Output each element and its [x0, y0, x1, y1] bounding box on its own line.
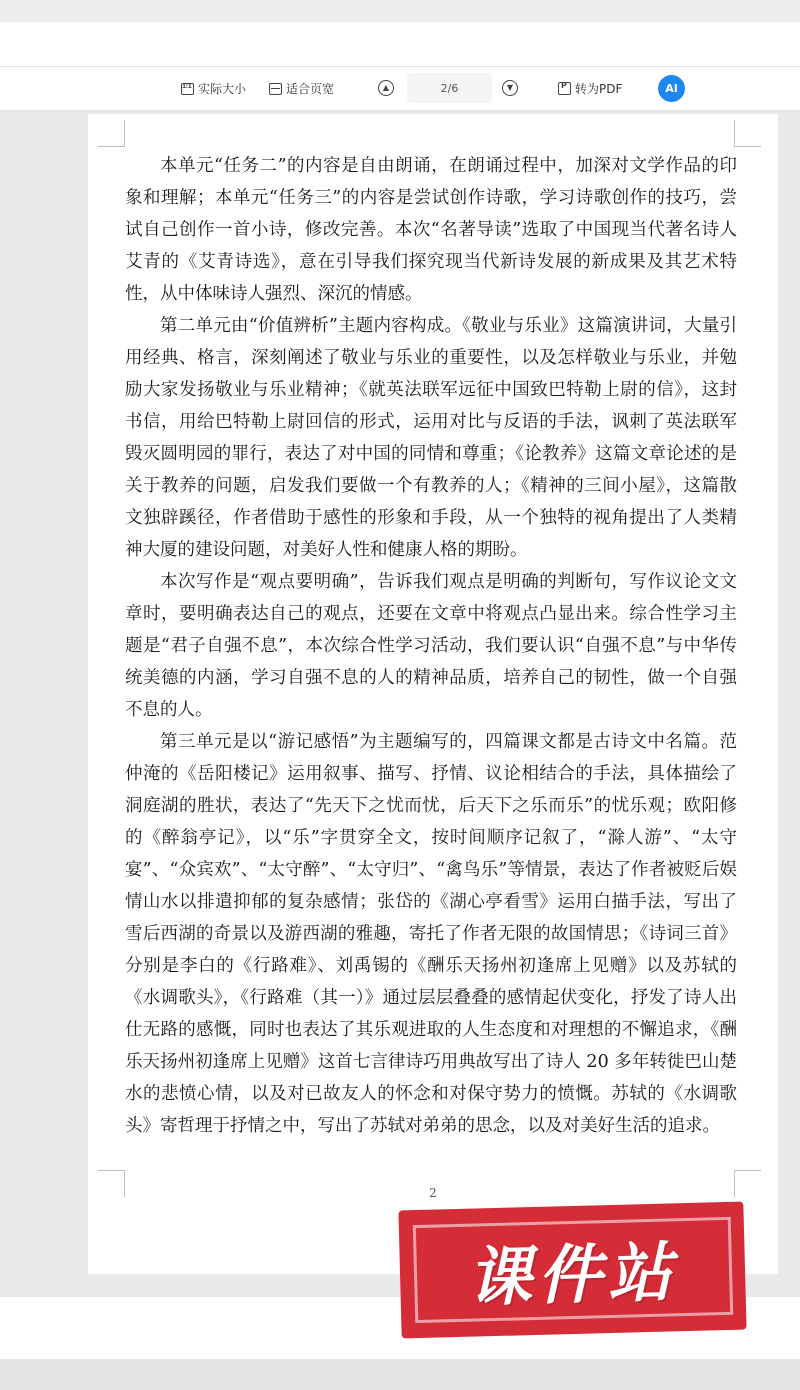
page-number: 2: [429, 1186, 437, 1200]
title-area: [0, 22, 800, 67]
watermark-text: 课件站: [466, 1236, 679, 1316]
watermark-frame: [412, 1217, 732, 1323]
bottom-status-bar: [0, 1360, 800, 1390]
ai-icon: AI: [665, 82, 678, 95]
crop-mark-top-right: [734, 120, 761, 147]
fit-width-button[interactable]: [269, 67, 334, 110]
document-body: [125, 150, 737, 1142]
paragraph-3: 本次写作是“观点要明确”，告诉我们观点是明确的判断句，写作议论文文章时，要明确表达自己的观点，还要在文章中将观点凸显出来。综合性学习主题是“君子自强不息”，本次综合性学习活动，我们要认识“自强不息”与中华传统美德的内涵，学习自强不息的人的精神品质，培养自己的韧性，做一个自强不息的人。: [125, 572, 737, 720]
fit-width-icon: [269, 83, 282, 95]
actual-size-icon: [181, 83, 194, 95]
actual-size-label: 实际大小: [198, 82, 247, 96]
chevron-down-icon: ▼: [506, 83, 514, 92]
convert-to-pdf-label: 转为PDF: [575, 82, 623, 96]
chevron-up-icon: ▲: [382, 83, 390, 92]
page-indicator-text: 2/6: [440, 81, 459, 95]
convert-to-pdf-button[interactable]: [558, 67, 622, 110]
window-top-strip: [0, 0, 800, 22]
page-indicator-input[interactable]: [407, 73, 492, 103]
watermark-logo: [398, 1202, 746, 1339]
pdf-convert-icon: [558, 82, 571, 95]
crop-mark-top-left: [98, 120, 125, 147]
fit-width-label: 适合页宽: [286, 82, 335, 96]
ai-assistant-button[interactable]: [658, 75, 685, 102]
paragraph-4: 第三单元是以“游记感悟”为主题编写的，四篇课文都是古诗文中名篇。范仲淹的《岳阳楼记》运用叙事、描写、抒情、议论相结合的手法，具体描绘了洞庭湖的胜状，表达了“先天下之忧而忧，后天下之乐而乐”的忧乐观；欧阳修的《醉翁亭记》，以“乐”字贯穿全文，按时间顺序记叙了，“滁人游”、“太守宴”、“众宾欢”、“太守醉”、“太守归”、“禽鸟乐”等情景，表达了作者被贬后娱情山水以排遣抑郁的复杂感情；张岱的《湖心亭看雪》运用白描手法，写出了雪后西湖的奇景以及游西湖的雅趣，寄托了作者无限的故国情思；《诗词三首》分别是李白的《行路难》、刘禹锡的《酬乐天扬州初逢席上见赠》以及苏轼的《水调歌头》，《行路难（其一）》通过层层叠叠的感情起伏变化，抒发了诗人出仕无路的感慨，同时也表达了其乐观进取的人生态度和对理想的不懈追求，《酬乐天扬州初逢席上见赠》这首七言律诗巧用典故写出了诗人 20 多年转徙巴山楚水的悲愤心情，以及对已故友人的怀念和对保守势力的愤慨。苏轼的《水调歌头》寄哲理于抒情之中，写出了苏轼对弟弟的思念，以及对美好生活的追求。: [125, 732, 737, 1136]
actual-size-button[interactable]: [181, 67, 246, 110]
paragraph-2: 第二单元由“价值辨析”主题内容构成。《敬业与乐业》这篇演讲词，大量引用经典、格言，深刻阐述了敬业与乐业的重要性，以及怎样敬业与乐业，并勉励大家发扬敬业与乐业精神；《就英法联军远征中国致巴特勒上尉的信》，这封书信，用给巴特勒上尉回信的形式，运用对比与反语的手法，讽刺了英法联军毁灭圆明园的罪行，表达了对中国的同情和尊重；《论教养》这篇文章论述的是关于教养的问题，启发我们要做一个有教养的人；《精神的三间小屋》，这篇散文独辟蹊径，作者借助于感性的形象和手段，从一个独特的视角提出了人类精神大厦的建设问题，对美好人性和健康人格的期盼。: [125, 316, 737, 560]
paragraph-1: 本单元“任务二”的内容是自由朗诵，在朗诵过程中，加深对文学作品的印象和理解；本单元“任务三”的内容是尝试创作诗歌，学习诗歌创作的技巧，尝试自己创作一首小诗，修改完善。本次“名著导读”选取了中国现当代著名诗人艾青的《艾青诗选》，意在引导我们探究现当代新诗发展的新成果及其艺术特性，从中体味诗人强烈、深沉的情感。: [125, 156, 737, 304]
document-page: [88, 114, 778, 1274]
previous-page-button[interactable]: [378, 80, 394, 96]
next-page-button[interactable]: [502, 80, 518, 96]
